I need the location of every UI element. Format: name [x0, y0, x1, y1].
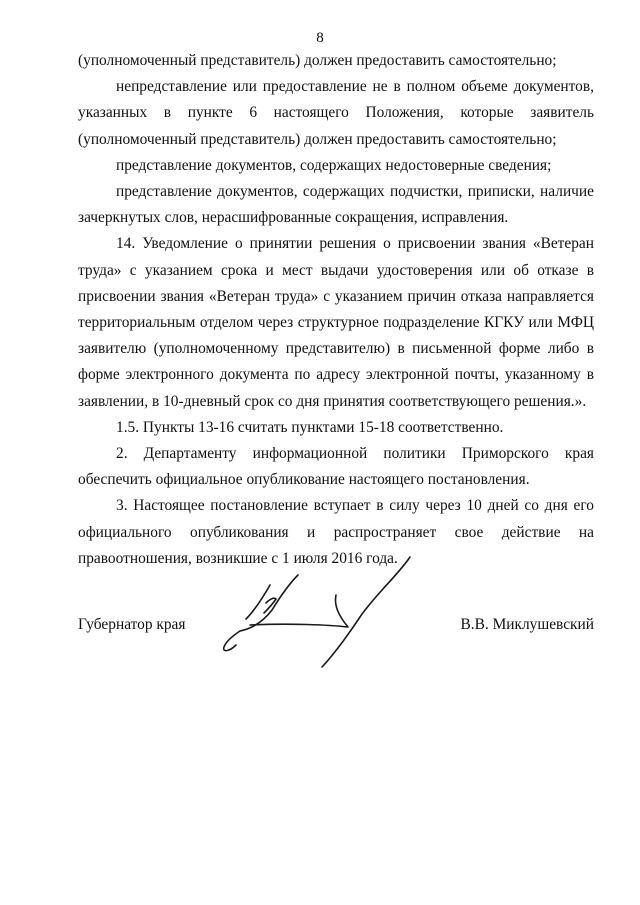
paragraph-incomplete-documents: непредставление или предоставление не в полном объеме документов, указанных в пункте 6 настоящего Положения, которые заявитель (уполномоченный представитель) должен предоставить самостоятельно; [78, 78, 594, 148]
paragraph-continuation: (уполномоченный представитель) должен предоставить самостоятельно; [78, 52, 557, 69]
paragraph-item-14: 14. Уведомление о принятии решения о присвоении звания «Ветеран труда» с указанием срока и мест выдачи удостоверения или об отказе в присвоении звания «Ветеран труда» с указанием причин отказа направляется территориальным отделом через структурное подразделение КГКУ или МФЦ заявителю (уполномоченному представителю) в письменной форме либо в форме электронного документа по адресу электронной почты, указанному в заявлении, в 10-дневный срок со дня принятия соответствующего решения.». [78, 235, 594, 410]
paragraph-corrections: представление документов, содержащих подчистки, приписки, наличие зачеркнутых слов, нерасшифрованные сокращения, исправления. [78, 183, 594, 227]
handwritten-signature [210, 555, 440, 670]
paragraph-item-3: 3. Настоящее постановление вступает в силу через 10 дней со дня его официального опубликования и распространяет свое действие на правоотношения, возникшие с 1 июля 2016 года. [78, 497, 594, 567]
signatory-title: Губернатор края [78, 616, 186, 633]
page-number: 8 [316, 30, 324, 46]
paragraph-item-1-5: 1.5. Пункты 13-16 считать пунктами 15-18 соответственно. [116, 418, 504, 436]
paragraph-item-2: 2. Департаменту информационной политики Приморского края обеспечить официальное опубликование настоящего постановления. [78, 445, 594, 489]
document-body [78, 48, 594, 572]
paragraph-false-information: представление документов, содержащих недостоверные сведения; [116, 156, 552, 174]
signatory-name: В.В. Миклушевский [460, 616, 594, 633]
